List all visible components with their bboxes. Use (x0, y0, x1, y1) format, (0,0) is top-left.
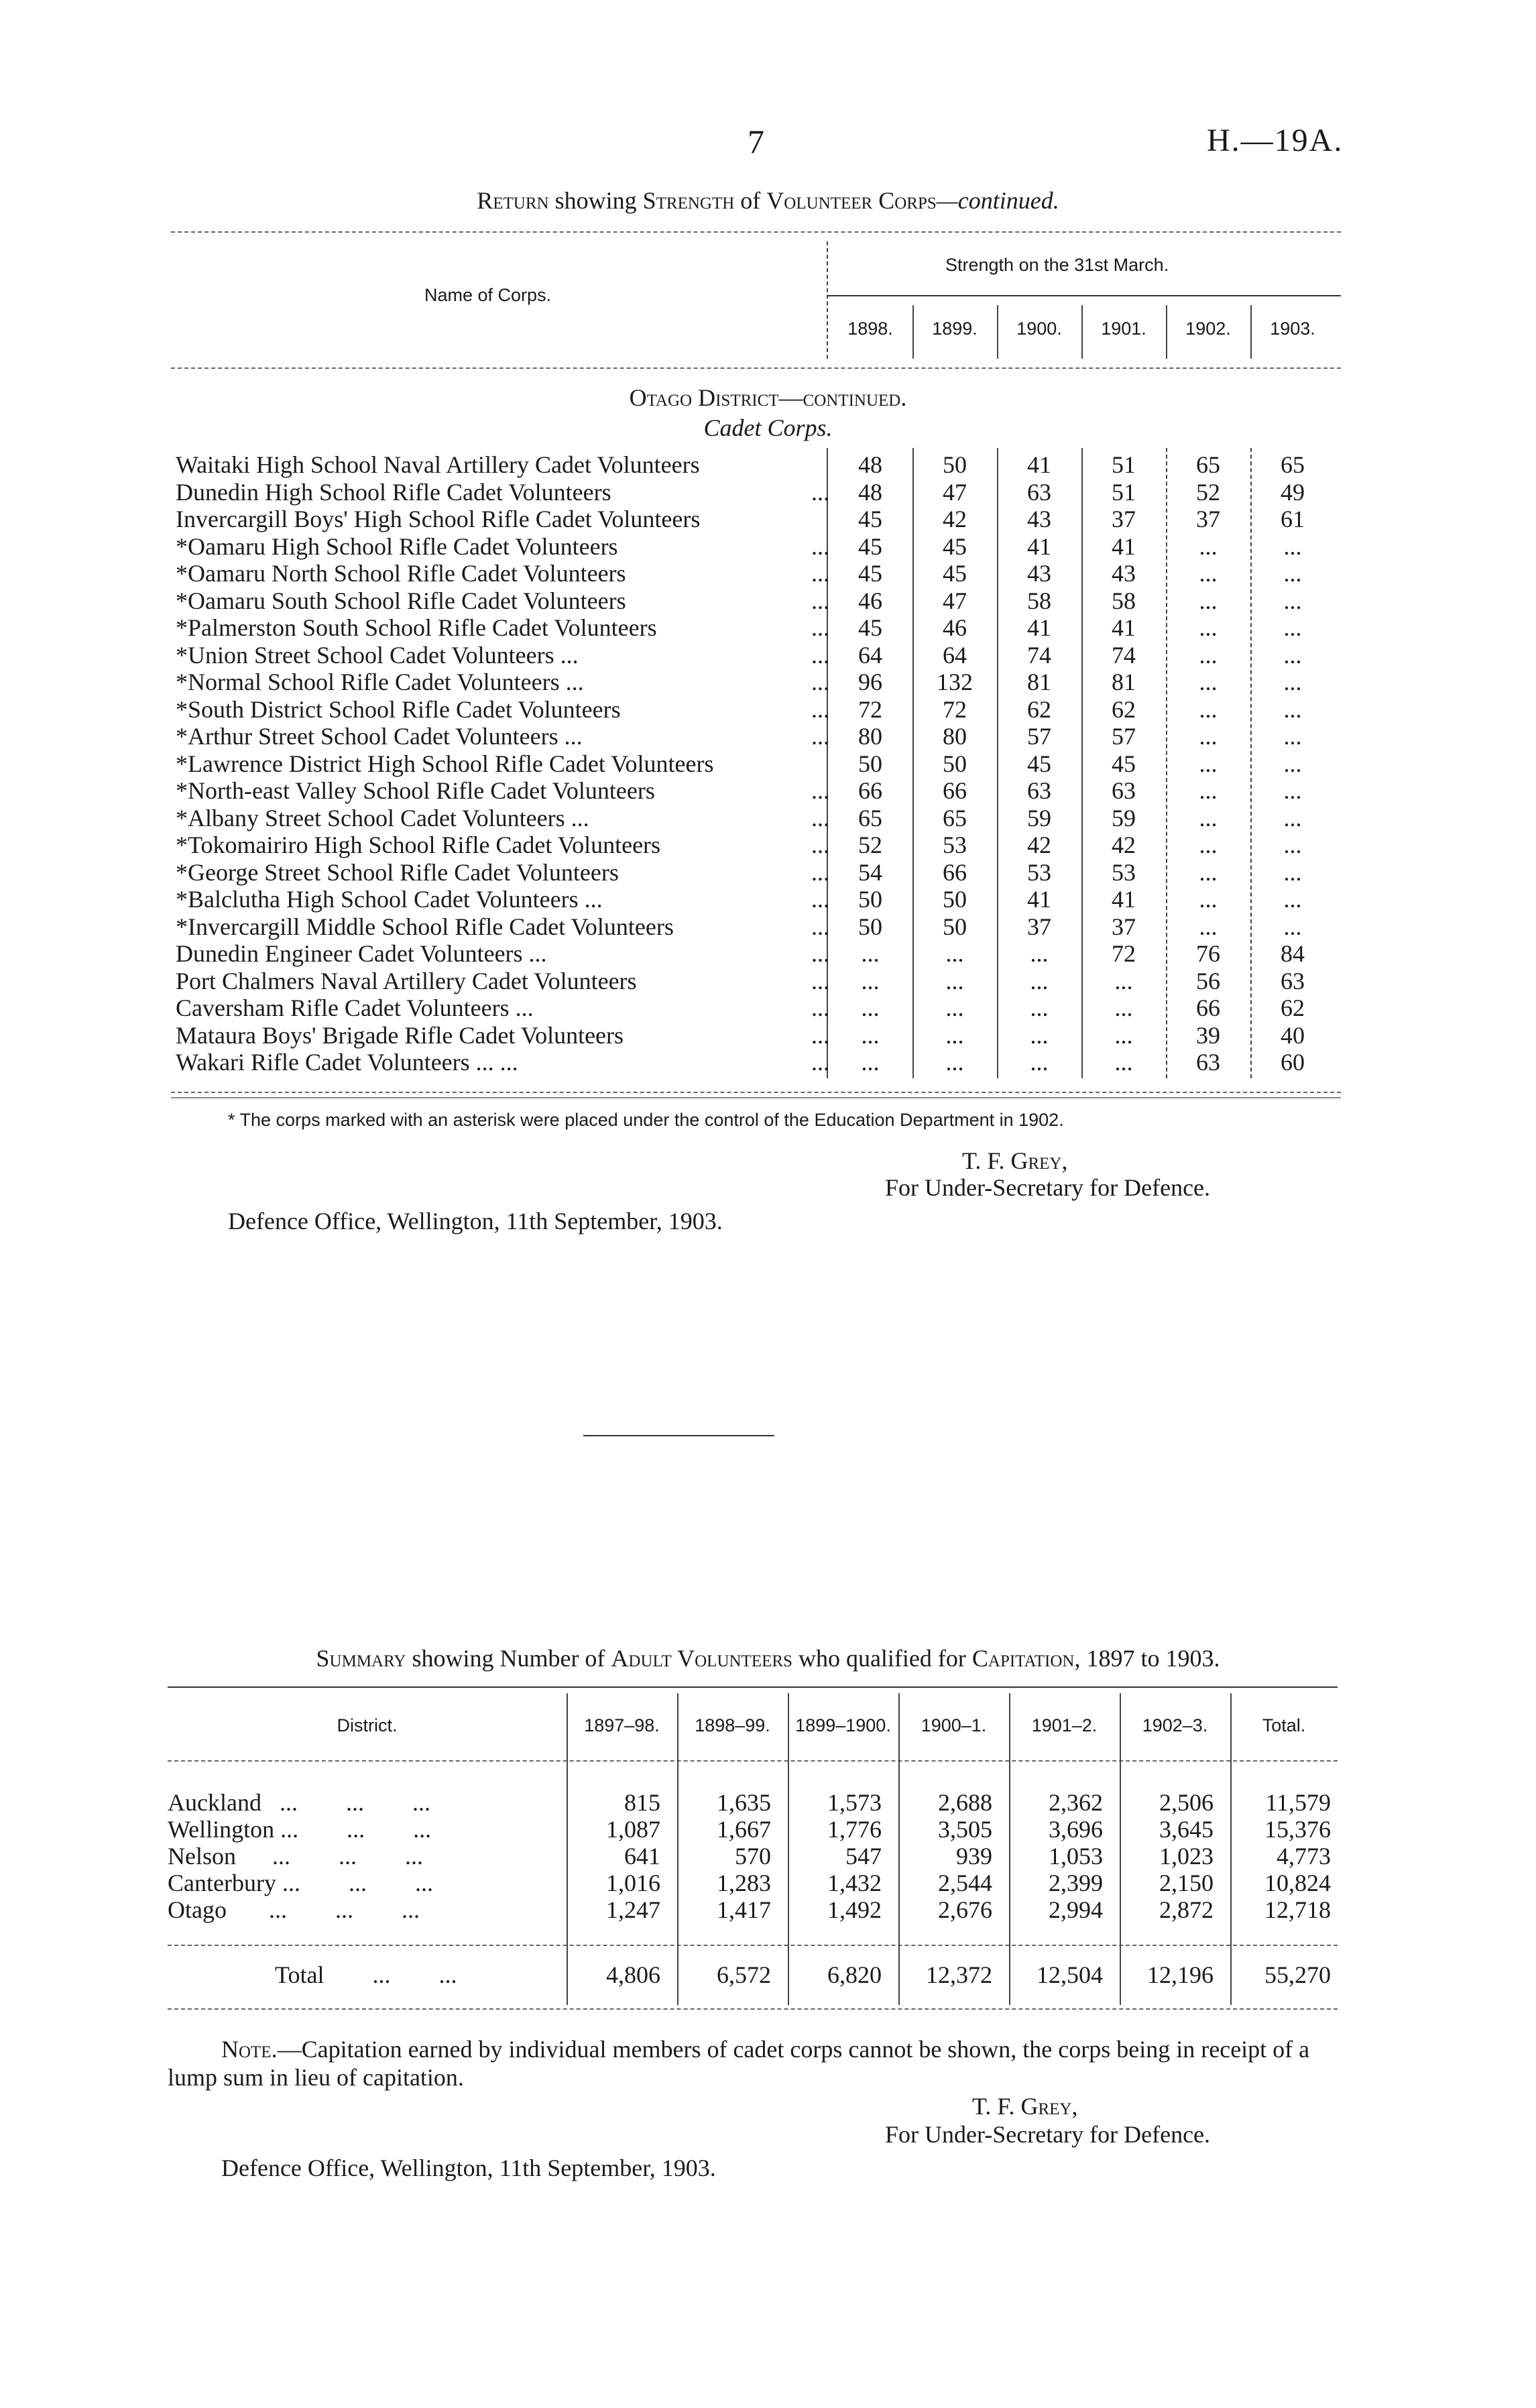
strength-value: 51 (1112, 451, 1136, 478)
leader-dots: ... (811, 1021, 829, 1049)
strength-value: 50 (858, 750, 882, 777)
name-of-corps-header: Name of Corps. (424, 285, 552, 305)
header-top-rule (171, 231, 1341, 233)
district-heading: Otago District—continued. (629, 384, 907, 411)
capitation-value: 1,432 (827, 1870, 882, 1896)
strength-value: 57 (1027, 723, 1051, 750)
strength-value: ... (1199, 695, 1218, 723)
corps-name: *Palmerston South School Rifle Cadet Volunteers (176, 614, 657, 641)
capitation-value: 1,573 (827, 1789, 882, 1816)
strength-value: 48 (858, 451, 882, 478)
strength-value: 45 (1027, 750, 1051, 777)
capitation-value: 11,579 (1265, 1789, 1331, 1816)
total-value: 12,372 (926, 1961, 992, 1988)
strength-value: 37 (1196, 506, 1220, 532)
strength-value: 47 (943, 478, 967, 506)
signature-title: For Under-Secretary for Defence. (885, 1174, 1211, 1201)
corps-name: *North-east Valley School Rifle Cadet Volunteers (176, 777, 655, 804)
strength-divider-rule (828, 295, 1341, 296)
leader-dots: ... (811, 777, 829, 804)
summary-header-1899-1900: 1899–1900. (795, 1715, 891, 1735)
strength-value: 63 (1281, 967, 1305, 994)
title-of: of (734, 187, 767, 214)
year-divider (997, 305, 998, 359)
leader-dots: ... (811, 695, 829, 723)
strength-value: 43 (1027, 560, 1051, 587)
strength-value: 84 (1281, 940, 1305, 967)
year-divider (1166, 305, 1167, 359)
capitation-value: 1,283 (717, 1870, 771, 1896)
capitation-value: 2,688 (938, 1789, 992, 1816)
total-value: 6,820 (827, 1961, 882, 1988)
strength-value: 62 (1027, 695, 1051, 723)
summary-row (168, 1870, 1338, 1896)
summary-header-rule (168, 1760, 1338, 1762)
summary-header-1897-98: 1897–98. (584, 1715, 660, 1735)
summary-row (168, 1789, 1338, 1816)
strength-value: ... (1030, 994, 1049, 1021)
corps-name: *Arthur Street School Cadet Volunteers ... (176, 723, 583, 750)
strength-value: 74 (1027, 641, 1051, 669)
capitation-value: 1,635 (717, 1789, 771, 1816)
strength-value: 41 (1112, 532, 1136, 560)
strength-value: 74 (1112, 641, 1136, 669)
corps-name: *Oamaru South School Rifle Cadet Volunteers (176, 587, 626, 614)
district-name: Wellington ... ... ... (168, 1816, 432, 1843)
corps-name: *Invercargill Middle School Rifle Cadet Volunteers (176, 913, 674, 940)
leader-dots: ... (811, 532, 829, 560)
summary-row (168, 1843, 1338, 1870)
summary-header-1898-99: 1898–99. (695, 1715, 770, 1735)
strength-value: ... (1199, 858, 1218, 886)
district-name: Auckland ... ... ... (168, 1789, 430, 1816)
summary-top-rule (168, 1686, 1338, 1688)
capitation-value: 939 (956, 1843, 992, 1870)
strength-value: 48 (858, 478, 882, 506)
leader-dots: ... (811, 587, 829, 614)
strength-value: ... (945, 967, 964, 994)
capitation-value: 1,023 (1159, 1843, 1214, 1870)
year-header-1902: 1902. (1185, 319, 1231, 339)
capitation-value: 15,376 (1264, 1816, 1331, 1843)
year-header-1898: 1898. (847, 319, 893, 339)
strength-value: ... (861, 967, 880, 994)
defence-office-date: Defence Office, Wellington, 11th September, 1903. (228, 1208, 723, 1235)
strength-value: ... (1199, 669, 1218, 695)
year-header-1903: 1903. (1270, 319, 1315, 339)
year-divider (1081, 305, 1083, 359)
strength-value: 43 (1027, 506, 1051, 532)
strength-value: 53 (943, 832, 967, 858)
strength-value: ... (1199, 804, 1218, 832)
strength-value: 66 (1196, 994, 1220, 1021)
capitation-value: 10,824 (1264, 1870, 1331, 1896)
strength-value: ... (1283, 832, 1302, 858)
header-bottom-rule (171, 367, 1341, 369)
corps-name: Wakari Rifle Cadet Volunteers ... ... (176, 1049, 518, 1076)
year-header-1900: 1900. (1016, 319, 1062, 339)
strength-value: 63 (1027, 478, 1051, 506)
strength-value: ... (861, 940, 880, 967)
corps-name: *Normal School Rifle Cadet Volunteers ... (176, 669, 584, 695)
leader-dots: ... (811, 886, 829, 913)
capitation-value: 2,150 (1159, 1870, 1214, 1896)
summary-row (168, 1896, 1338, 1923)
leader-dots: ... (811, 478, 829, 506)
summary-header-district: District. (337, 1715, 398, 1735)
strength-value: 52 (1196, 478, 1220, 506)
leader-dots: ... (811, 858, 829, 886)
strength-value: 66 (943, 858, 967, 886)
corps-name: Port Chalmers Naval Artillery Cadet Volunteers (176, 967, 637, 994)
summary-header-1900-1: 1900–1. (921, 1715, 987, 1735)
strength-value: 41 (1027, 886, 1051, 913)
leader-dots: ... (811, 641, 829, 669)
strength-value: ... (1283, 804, 1302, 832)
strength-value: ... (1283, 723, 1302, 750)
strength-value: ... (1114, 967, 1133, 994)
document-reference: H.—19A. (1207, 123, 1344, 158)
strength-value: 59 (1027, 804, 1051, 832)
strength-header: Strength on the 31st March. (945, 255, 1169, 275)
capitation-value: 1,247 (606, 1896, 660, 1923)
strength-value: 45 (943, 532, 967, 560)
strength-value: ... (1283, 913, 1302, 940)
table-bottom-rule (171, 1092, 1341, 1093)
strength-value: ... (1283, 560, 1302, 587)
corps-name: *Oamaru High School Rifle Cadet Volunteers (176, 532, 618, 560)
capitation-value: 815 (624, 1789, 660, 1816)
capitation-value: 2,399 (1049, 1870, 1103, 1896)
leader-dots: ... (811, 913, 829, 940)
capitation-value: 4,773 (1277, 1843, 1331, 1870)
strength-value: 81 (1027, 669, 1051, 695)
year-divider (912, 305, 914, 359)
summary-signature-name: T. F. Grey, (972, 2093, 1078, 2120)
summary-signature-title: For Under-Secretary for Defence. (885, 2121, 1211, 2148)
strength-value: 45 (858, 532, 882, 560)
strength-value: ... (1283, 858, 1302, 886)
strength-value: 42 (1112, 832, 1136, 858)
strength-value: ... (1199, 750, 1218, 777)
strength-value: ... (1283, 669, 1302, 695)
year-divider (1250, 305, 1252, 359)
corps-name: *Union Street School Cadet Volunteers ... (176, 641, 579, 669)
strength-value: 65 (1196, 451, 1220, 478)
district-name: Otago ... ... ... (168, 1896, 420, 1923)
strength-value: 58 (1027, 587, 1051, 614)
strength-value: ... (1199, 641, 1218, 669)
strength-value: ... (945, 940, 964, 967)
strength-value: ... (945, 1021, 964, 1049)
strength-value: 56 (1196, 967, 1220, 994)
strength-value: ... (1030, 967, 1049, 994)
strength-value: 47 (943, 587, 967, 614)
corps-name: *South District School Rifle Cadet Volunteers (176, 695, 621, 723)
strength-value: ... (1199, 777, 1218, 804)
strength-value: ... (1283, 587, 1302, 614)
strength-value: 42 (943, 506, 967, 532)
strength-value: ... (861, 1049, 880, 1076)
strength-value: ... (1199, 587, 1218, 614)
leader-dots: ... (811, 967, 829, 994)
strength-value: ... (1283, 886, 1302, 913)
capitation-value: 2,362 (1049, 1789, 1103, 1816)
strength-value: 50 (943, 886, 967, 913)
capitation-value: 3,505 (938, 1816, 992, 1843)
strength-value: 80 (858, 723, 882, 750)
name-column-divider (827, 241, 828, 359)
corps-name: *Oamaru North School Rifle Cadet Volunteers (176, 560, 626, 587)
capitation-value: 2,506 (1159, 1789, 1214, 1816)
leader-dots: ... (811, 614, 829, 641)
strength-value: ... (1199, 614, 1218, 641)
leader-dots: ... (811, 940, 829, 967)
strength-value: ... (1199, 886, 1218, 913)
capitation-value: 1,016 (606, 1870, 660, 1896)
strength-value: ... (1199, 560, 1218, 587)
title-volunteer-corps: Volunteer Corps (766, 187, 937, 214)
strength-value: 59 (1112, 804, 1136, 832)
leader-dots: ... (811, 669, 829, 695)
strength-value: 41 (1027, 451, 1051, 478)
leader-dots: ... (811, 1049, 829, 1076)
district-name: Nelson ... ... ... (168, 1843, 423, 1870)
capitation-note: Note.—Capitation earned by individual members of cadet corps cannot be shown, the corps being in receipt of a lump sum in lieu of capitation. (168, 2036, 1310, 2091)
capitation-value: 1,492 (827, 1896, 882, 1923)
corps-name: *George Street School Rifle Cadet Volunteers (176, 858, 619, 886)
strength-value: ... (945, 994, 964, 1021)
strength-value: 45 (943, 560, 967, 587)
strength-value: 41 (1027, 614, 1051, 641)
strength-value: 60 (1281, 1049, 1305, 1076)
capitation-value: 12,718 (1264, 1896, 1331, 1923)
strength-value: 80 (943, 723, 967, 750)
strength-value: 45 (1112, 750, 1136, 777)
strength-value: 63 (1027, 777, 1051, 804)
capitation-value: 2,994 (1049, 1896, 1103, 1923)
corps-name: *Lawrence District High School Rifle Cadet Volunteers (176, 750, 714, 777)
capitation-value: 2,676 (938, 1896, 992, 1923)
corps-name: Caversham Rifle Cadet Volunteers ... (176, 994, 534, 1021)
strength-value: ... (1199, 532, 1218, 560)
corps-name: Mataura Boys' Brigade Rifle Cadet Volunteers (176, 1021, 624, 1049)
capitation-value: 1,087 (606, 1816, 660, 1843)
strength-value: 53 (1112, 858, 1136, 886)
strength-value: 41 (1112, 614, 1136, 641)
capitation-value: 2,544 (938, 1870, 992, 1896)
summary-total-rule (168, 1945, 1338, 1946)
summary-header-1902-3: 1902–3. (1142, 1715, 1208, 1735)
strength-value: 45 (858, 506, 882, 532)
total-label: Total ... ... (275, 1961, 457, 1988)
strength-value: 72 (1112, 940, 1136, 967)
strength-value: ... (1283, 532, 1302, 560)
return-table-title (0, 186, 1536, 215)
corps-name: Invercargill Boys' High School Rifle Cadet Volunteers (176, 506, 701, 532)
total-value: 4,806 (606, 1961, 660, 1988)
strength-value: ... (1283, 641, 1302, 669)
page-number: 7 (748, 123, 764, 160)
section-separator (583, 1435, 774, 1436)
capitation-value: 1,776 (827, 1816, 882, 1843)
capitation-value: 1,053 (1049, 1843, 1103, 1870)
strength-value: 50 (943, 451, 967, 478)
strength-value: 46 (943, 614, 967, 641)
strength-value: 37 (1112, 913, 1136, 940)
corps-name: Dunedin High School Rifle Cadet Volunteers (176, 478, 611, 506)
strength-value: 54 (858, 858, 882, 886)
strength-value: 50 (858, 913, 882, 940)
strength-value: 37 (1112, 506, 1136, 532)
summary-defence-office-date: Defence Office, Wellington, 11th September, 1903. (221, 2155, 716, 2181)
strength-value: 49 (1281, 478, 1305, 506)
strength-value: ... (861, 994, 880, 1021)
strength-value: 50 (943, 913, 967, 940)
strength-value: 76 (1196, 940, 1220, 967)
strength-value: 65 (858, 804, 882, 832)
strength-value: 65 (1281, 451, 1305, 478)
leader-dots: ... (811, 804, 829, 832)
strength-value: ... (1199, 832, 1218, 858)
capitation-value: 3,696 (1049, 1816, 1103, 1843)
strength-value: ... (1283, 614, 1302, 641)
title-strength: Strength (642, 187, 735, 214)
table-bottom-rule-2 (171, 1097, 1341, 1098)
year-header-1901: 1901. (1101, 319, 1146, 339)
strength-value: 66 (943, 777, 967, 804)
corps-name: Waitaki High School Naval Artillery Cadet Volunteers (176, 451, 700, 478)
title-continued: —continued. (936, 187, 1059, 214)
strength-value: 72 (943, 695, 967, 723)
capitation-value: 1,667 (717, 1816, 771, 1843)
strength-value: 61 (1281, 506, 1305, 532)
total-value: 55,270 (1264, 1961, 1331, 1988)
strength-value: ... (945, 1049, 964, 1076)
capitation-value: 1,417 (717, 1896, 771, 1923)
capitation-value: 570 (735, 1843, 771, 1870)
strength-value: 62 (1112, 695, 1136, 723)
strength-value: 65 (943, 804, 967, 832)
strength-value: 53 (1027, 858, 1051, 886)
total-value: 12,504 (1037, 1961, 1103, 1988)
title-showing: showing (548, 187, 643, 214)
strength-value: 37 (1027, 913, 1051, 940)
strength-value: 51 (1112, 478, 1136, 506)
corps-name: *Albany Street School Cadet Volunteers ... (176, 804, 589, 832)
summary-header-1901-2: 1901–2. (1031, 1715, 1098, 1735)
corps-name: Dunedin Engineer Cadet Volunteers ... (176, 940, 547, 967)
strength-value: 63 (1196, 1049, 1220, 1076)
strength-value: 41 (1027, 532, 1051, 560)
strength-value: 45 (858, 614, 882, 641)
strength-value: ... (1283, 695, 1302, 723)
asterisk-footnote: * The corps marked with an asterisk were placed under the control of the Education Department in 1902. (228, 1110, 1064, 1130)
strength-value: ... (1030, 1021, 1049, 1049)
year-header-1899: 1899. (932, 319, 978, 339)
strength-value: 66 (858, 777, 882, 804)
strength-value: 41 (1112, 886, 1136, 913)
total-value: 6,572 (717, 1961, 771, 1988)
strength-value: ... (1199, 913, 1218, 940)
strength-value: ... (1283, 777, 1302, 804)
capitation-value: 547 (845, 1843, 882, 1870)
summary-header-total: Total. (1262, 1715, 1306, 1735)
strength-value: ... (861, 1021, 880, 1049)
capitation-value: 641 (624, 1843, 660, 1870)
strength-value: 50 (858, 886, 882, 913)
leader-dots: ... (811, 560, 829, 587)
strength-value: ... (1114, 1049, 1133, 1076)
strength-value: 43 (1112, 560, 1136, 587)
corps-name: *Balclutha High School Cadet Volunteers ... (176, 886, 603, 913)
capitation-value: 3,645 (1159, 1816, 1214, 1843)
strength-value: 45 (858, 560, 882, 587)
summary-table-title: Summary showing Number of Adult Volunteers who qualified for Capitation, 1897 to 1903. (316, 1645, 1220, 1672)
signature-name: T. F. Grey, (962, 1147, 1068, 1174)
strength-value: 96 (858, 669, 882, 695)
leader-dots: ... (811, 832, 829, 858)
capitation-value: 2,872 (1159, 1896, 1214, 1923)
strength-value: ... (1114, 994, 1133, 1021)
strength-value: 57 (1112, 723, 1136, 750)
strength-value: ... (1199, 723, 1218, 750)
strength-value: 72 (858, 695, 882, 723)
summary-bottom-rule (168, 2008, 1338, 2010)
strength-value: 132 (937, 669, 973, 695)
cadet-corps-heading: Cadet Corps. (703, 414, 833, 441)
strength-value: 63 (1112, 777, 1136, 804)
district-name: Canterbury ... ... ... (168, 1870, 433, 1896)
leader-dots: ... (811, 994, 829, 1021)
strength-value: 62 (1281, 994, 1305, 1021)
strength-value: ... (1030, 1049, 1049, 1076)
strength-value: 39 (1196, 1021, 1220, 1049)
strength-value: 58 (1112, 587, 1136, 614)
title-return: Return (477, 187, 549, 214)
strength-value: 50 (943, 750, 967, 777)
summary-total-row (168, 1961, 1338, 1988)
strength-value: ... (1283, 750, 1302, 777)
strength-value: 40 (1281, 1021, 1305, 1049)
corps-name: *Tokomairiro High School Rifle Cadet Volunteers (176, 832, 661, 858)
total-value: 12,196 (1147, 1961, 1214, 1988)
strength-value: 64 (858, 641, 882, 669)
strength-value: ... (1030, 940, 1049, 967)
strength-value: 42 (1027, 832, 1051, 858)
strength-value: 52 (858, 832, 882, 858)
leader-dots: ... (811, 723, 829, 750)
strength-value: ... (1114, 1021, 1133, 1049)
strength-value: 81 (1112, 669, 1136, 695)
summary-row (168, 1816, 1338, 1843)
strength-value: 46 (858, 587, 882, 614)
strength-value: 64 (943, 641, 967, 669)
